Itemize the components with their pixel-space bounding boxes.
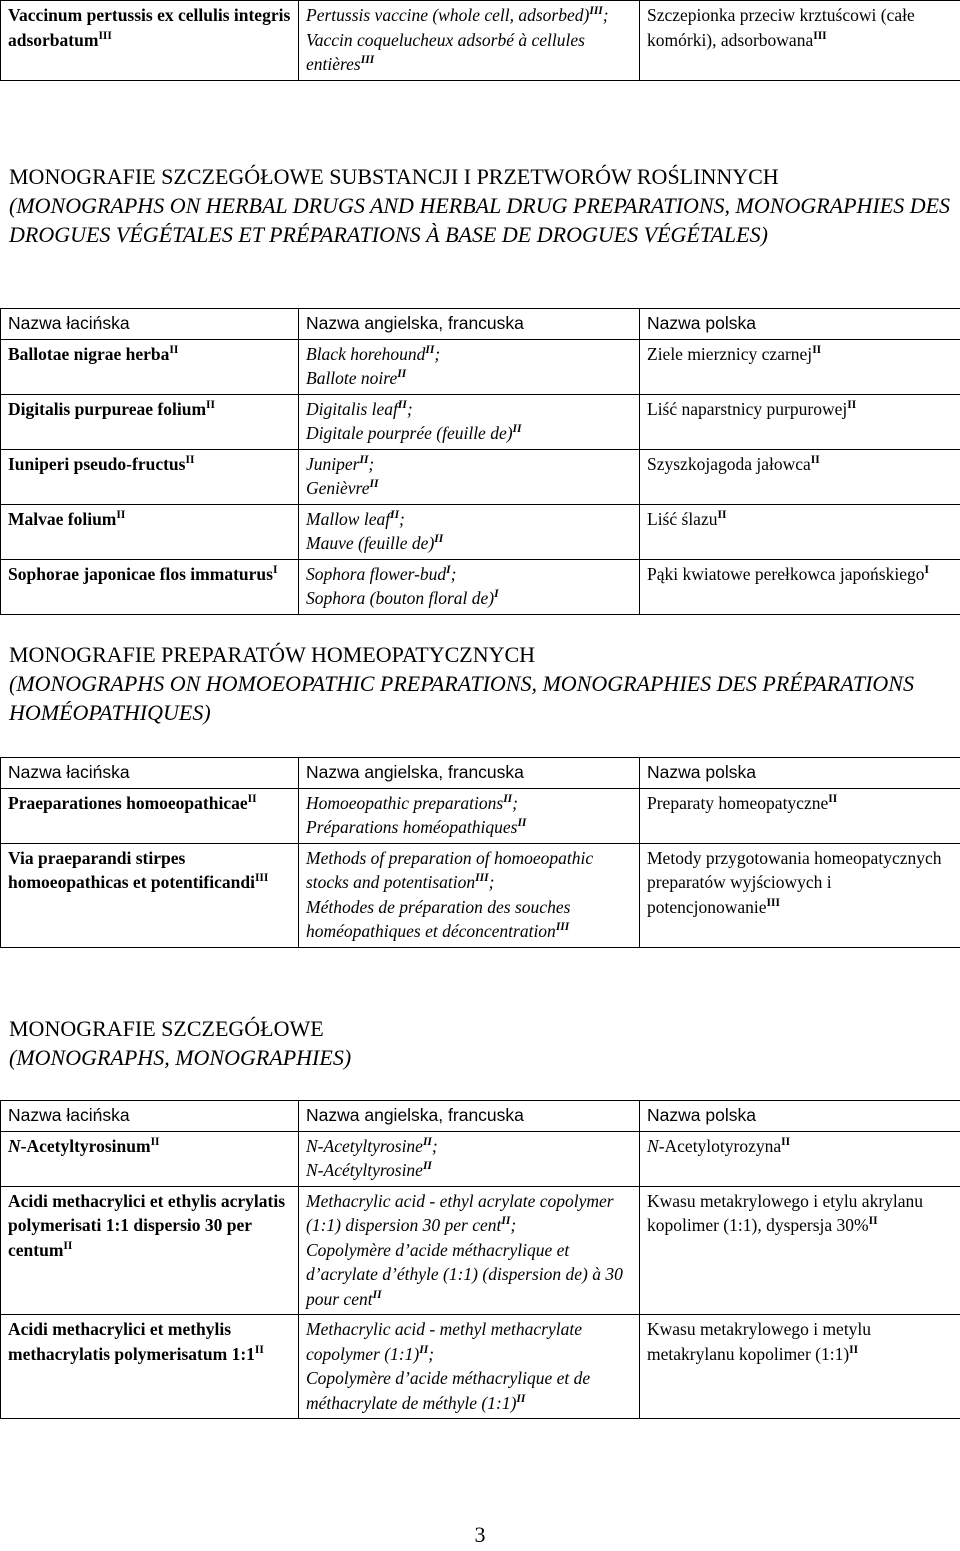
cell-text: Vaccinum pertussis ex cellulis integris adsorbatum [8,5,291,50]
cell-text: Préparations homéopathiques [306,817,518,837]
column-header-eng_fr: Nazwa angielska, francuska [299,758,640,789]
separator: ; [602,5,609,25]
superscript-mark: III [589,5,603,18]
polish-name-cell [640,449,960,504]
cell-text: Mauve (feuille de) [306,533,435,553]
cell-text: Preparaty homeopatyczne [647,792,829,813]
polish-name-cell [640,559,960,614]
superscript-mark: II [717,508,727,521]
cell-text: Methods of preparation of homoeopathic stocks and potentisation [306,847,594,892]
column-header-polish: Nazwa polska [640,1101,960,1132]
superscript-mark: II [810,453,820,466]
header-row [1,1101,960,1132]
cell-text: -Acetyltyrosinum [20,1135,151,1156]
polish-name-cell [640,504,960,559]
cell-text: Praeparationes homoeopathicae [8,792,248,813]
section-title: MONOGRAFIE SZCZEGÓŁOWE SUBSTANCJI I PRZETWORÓW ROŚLINNYCH [9,164,779,189]
superscript-mark: III [766,896,780,909]
latin-name-cell [1,1,299,81]
cell-text: Digitale pourprée (feuille de) [306,423,513,443]
separator: ; [510,1215,517,1235]
herbal-monographs-table [0,308,960,615]
cell-text: Ballotae nigrae herba [8,343,170,364]
superscript-mark: I [924,563,929,576]
section-subtitle: (MONOGRAPHS ON HOMOEOPATHIC PREPARATIONS, MONOGRAPHIES DES PRÉPARATIONS HOMÉOPATHIQUES) [9,671,914,725]
header-row [1,758,960,789]
polish-name-cell [640,1315,960,1419]
cell-text: Digitalis leaf [306,398,398,419]
latin-name-cell [1,339,299,394]
separator: ; [434,343,441,364]
cell-text: Acidi methacrylici et ethylis acrylatis polymerisati 1:1 dispersio 30 per centum [8,1190,286,1260]
superscript-mark: II [372,1288,382,1301]
section-title: MONOGRAFIE SZCZEGÓŁOWE [9,1016,324,1041]
english-french-name-cell [299,1315,640,1419]
english-french-name-cell [299,504,640,559]
cell-text: Methacrylic acid - methyl methacrylate copolymer (1:1) [306,1319,583,1364]
superscript-mark: II [116,508,126,521]
english-french-name-cell [299,449,640,504]
separator: ; [512,792,518,813]
table-row [1,394,960,449]
superscript-mark: II [419,1343,429,1356]
superscript-mark: II [422,1135,432,1148]
page-number: 3 [474,1522,486,1547]
latin-name-cell [1,1315,299,1419]
superscript-mark: II [501,1215,511,1228]
cell-text: Sophorae japonicae flos immaturus [8,563,273,584]
cell-text: -Acetylotyrozyna [658,1135,782,1156]
superscript-mark: II [422,1160,432,1173]
superscript-mark: II [847,398,857,411]
superscript-mark: III [254,872,269,885]
english-french-name-cell [299,559,640,614]
english-french-name-cell [299,1131,640,1186]
cell-text: Copolymère d’acide méthacrylique et d’acrylate d’éthyle (1:1) (dispersion de) à 30 pour cent [306,1239,623,1309]
superscript-mark: II [169,343,179,356]
polish-name-cell [640,788,960,843]
cell-text: Metody przygotowania homeopatycznych preparatów wyjściowych i potencjonowanie [647,847,942,917]
separator: ; [428,1343,435,1364]
cell-text: Szyszkojagoda jałowca [647,453,811,474]
superscript-mark: I [272,563,278,576]
cell-text: Pąki kwiatowe perełkowca japońskiego [647,563,925,584]
superscript-mark: II [512,423,522,436]
english-french-name-cell [299,788,640,843]
section-heading-individual [9,1014,954,1072]
cell-text: Malvae folium [8,508,117,529]
english-french-name-cell [299,394,640,449]
superscript-mark: II [247,792,257,805]
superscript-mark: II [425,343,435,356]
polish-name-cell [640,1,960,81]
homoeopathic-monographs-body [1,758,960,948]
latin-name-cell [1,559,299,614]
cell-text: Copolymère d’acide méthacrylique et de méthacrylate de méthyle (1:1) [306,1368,591,1413]
cell-text: Vaccin coquelucheux adsorbé à cellules entières [306,29,585,74]
superscript-mark: II [185,453,195,466]
column-header-polish: Nazwa polska [640,758,960,789]
section-subtitle: (MONOGRAPHS, MONOGRAPHIES) [9,1045,352,1070]
column-header-latin: Nazwa łacińska [1,309,299,340]
superscript-mark: II [868,1215,878,1228]
table-row [1,504,960,559]
section-subtitle: (MONOGRAPHS ON HERBAL DRUGS AND HERBAL DRUG PREPARATIONS, MONOGRAPHIES DES DROGUES VÉGÉTALES ET PRÉPARATIONS À BASE DE DROGUES VÉGÉTALES) [9,193,951,247]
superscript-mark: III [360,54,375,67]
latin-name-cell [1,843,299,947]
superscript-mark: II [390,508,400,521]
superscript-mark: I [494,588,499,601]
vaccine-table-body [1,1,960,81]
separator: ; [431,1135,438,1156]
separator: ; [368,453,375,474]
polish-name-cell [640,339,960,394]
superscript-mark: II [150,1135,160,1148]
superscript-mark: II [434,533,444,546]
header-row [1,309,960,340]
cell-text: Methacrylic acid - ethyl acrylate copolymer (1:1) dispersion 30 per cent [306,1190,614,1235]
table-row [1,843,960,947]
homoeopathic-monographs-table [0,757,960,948]
cell-text: Black horehound [306,343,426,364]
latin-name-cell [1,788,299,843]
section-heading-homoeopathic [9,640,954,727]
cell-text: Ballote noire [306,368,398,388]
superscript-mark: II [849,1343,859,1356]
table-row [1,1,960,81]
superscript-mark: II [781,1135,791,1148]
cell-text: Liść ślazu [647,508,718,529]
cell-text: Kwasu metakrylowego i etylu akrylanu kopolimer (1:1), dyspersja 30% [647,1190,924,1235]
english-french-name-cell [299,843,640,947]
cell-text: Méthodes de préparation des souches homéopathiques et déconcentration [306,896,571,941]
polish-name-cell [640,1186,960,1315]
english-french-name-cell [299,1,640,81]
separator: ; [488,872,495,892]
section-heading-herbal [9,162,954,249]
cell-text: Genièvre [306,478,370,498]
cell-text: Sophora flower-bud [306,563,447,584]
separator: ; [399,508,405,529]
cell-text: Pertussis vaccine (whole cell, adsorbed) [306,5,590,25]
column-header-eng_fr: Nazwa angielska, francuska [299,309,640,340]
superscript-mark: III [555,921,570,934]
cell-text: Acidi methacrylici et methylis methacrylatis polymerisatum 1:1 [8,1319,255,1364]
superscript-mark: II [503,792,513,805]
cell-text: Iuniperi pseudo-fructus [8,453,186,474]
vaccine-table [0,0,960,81]
superscript-mark: II [206,398,215,411]
cell-text: Via praeparandi stirpes homoeopathicas et potentificandi [8,847,255,892]
superscript-mark: II [516,1392,526,1405]
table-row [1,449,960,504]
cell-text: N [647,1135,659,1156]
superscript-mark: II [397,368,407,381]
english-french-name-cell [299,1186,640,1315]
table-row [1,559,960,614]
section-title: MONOGRAFIE PREPARATÓW HOMEOPATYCZNYCH [9,642,536,667]
individual-monographs-table [0,1100,960,1419]
cell-text: Mallow leaf [306,508,391,529]
column-header-latin: Nazwa łacińska [1,1101,299,1132]
superscript-mark: II [812,343,822,356]
table-row [1,339,960,394]
cell-text: Digitalis purpureae folium [8,398,207,419]
superscript-mark: II [254,1343,264,1356]
separator: ; [406,398,413,419]
superscript-mark: II [517,817,527,830]
table-row [1,788,960,843]
cell-text: Homoeopathic preparations [306,792,504,813]
cell-text: Liść naparstnicy purpurowej [647,398,848,419]
superscript-mark: I [446,563,451,576]
table-row [1,1131,960,1186]
superscript-mark: II [828,792,838,805]
cell-text: N [8,1135,21,1156]
superscript-mark: III [98,29,112,42]
cell-text: Ziele mierznicy czarnej [647,343,813,364]
superscript-mark: III [813,29,827,42]
polish-name-cell [640,843,960,947]
latin-name-cell [1,1131,299,1186]
column-header-latin: Nazwa łacińska [1,758,299,789]
cell-text: Sophora (bouton floral de) [306,588,495,608]
polish-name-cell [640,1131,960,1186]
separator: ; [450,563,457,584]
superscript-mark: II [397,398,407,411]
table-row [1,1315,960,1419]
cell-text: Kwasu metakrylowego i metylu metakrylanu kopolimer (1:1) [647,1319,872,1364]
english-french-name-cell [299,339,640,394]
column-header-eng_fr: Nazwa angielska, francuska [299,1101,640,1132]
superscript-mark: II [359,453,369,466]
superscript-mark: II [63,1239,73,1252]
cell-text: N-Acetyltyrosine [306,1135,423,1156]
latin-name-cell [1,394,299,449]
herbal-monographs-body [1,309,960,615]
individual-monographs-body [1,1101,960,1419]
cell-text: Juniper [306,453,360,474]
superscript-mark: II [369,478,379,491]
superscript-mark: III [475,872,489,885]
latin-name-cell [1,504,299,559]
polish-name-cell [640,394,960,449]
latin-name-cell [1,449,299,504]
cell-text: N-Acétyltyrosine [306,1160,423,1180]
cell-text: Szczepionka przeciw krztuścowi (całe komórki), adsorbowana [647,5,915,50]
table-row [1,1186,960,1315]
column-header-polish: Nazwa polska [640,309,960,340]
latin-name-cell [1,1186,299,1315]
